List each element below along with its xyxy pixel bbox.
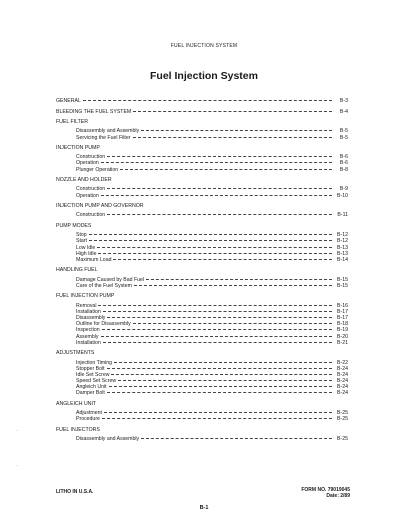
toc-entry-label: Damage Caused by Bad Fuel (76, 276, 145, 283)
toc-entry-label: Operation (76, 192, 99, 199)
toc-entry-label: Care of the Fuel System (76, 282, 132, 289)
toc-entry-label: Plunger Operation (76, 166, 119, 173)
toc-entry-label: Damper Bolt (76, 390, 105, 397)
toc-entry-page: B-24 (337, 371, 348, 378)
toc-entry-label: Operation (76, 160, 99, 167)
dot-leader (107, 317, 332, 318)
dot-leader (141, 130, 332, 131)
dot-leader (104, 412, 332, 413)
dot-leader (133, 323, 332, 324)
toc-entry-label: Procedure (76, 416, 100, 423)
toc-entry-label: Stopper Bolt (76, 365, 105, 372)
toc-entry-label: Removal (76, 302, 97, 309)
toc-entry (56, 283, 348, 289)
dot-leader (141, 438, 332, 439)
toc-section-heading: ADJUSTMENTS (56, 350, 95, 357)
toc-entry-page: B-14 (337, 256, 348, 263)
dot-leader (134, 285, 332, 286)
form-number: FORM NO. 79019045 (301, 487, 350, 493)
toc-entry-page: B-11 (337, 212, 348, 219)
dot-leader (133, 137, 333, 138)
toc-entry-label: Adjustment (76, 410, 102, 417)
toc-entry-label: Servicing the Fuel Filter (76, 134, 131, 141)
toc-section-heading: NOZZLE AND HOLDER (56, 177, 112, 184)
toc-entry (56, 416, 348, 422)
toc-entry-label: Idle Set Screw (76, 371, 110, 378)
toc-entry (56, 212, 348, 218)
toc-entry-page: B-15 (337, 282, 348, 289)
toc-entry-page: B-24 (337, 378, 348, 385)
dot-leader (114, 362, 332, 363)
toc-entry-page: B-21 (337, 339, 348, 346)
toc-entry-label: GENERAL (56, 98, 81, 104)
dot-leader (107, 214, 332, 215)
dot-leader (120, 169, 332, 170)
toc-entry-page: B-24 (337, 365, 348, 372)
toc-entry-page: B-5 (339, 128, 348, 135)
toc-entry-label: BLEEDING THE FUEL SYSTEM (56, 108, 132, 115)
toc-entry (56, 340, 348, 346)
dot-leader (107, 188, 332, 189)
toc-entry-label: Angleich Unit (76, 384, 107, 391)
toc-entry-label: High Idle (76, 250, 97, 257)
dot-leader (102, 329, 332, 330)
dot-leader (103, 311, 332, 312)
toc-entry-page: B-18 (337, 321, 348, 328)
toc-entry-page: B-12 (337, 232, 348, 239)
dot-leader (83, 100, 332, 101)
dot-leader (98, 253, 332, 254)
toc-entry-label: Construction (76, 212, 106, 219)
dot-leader (97, 247, 332, 248)
toc-entry-page: B-25 (337, 410, 348, 417)
dot-leader (102, 418, 332, 419)
scan-speck (17, 465, 18, 466)
toc-entry-label: Installation (76, 308, 101, 315)
toc-section-heading: INJECTION PUMP AND GOVERNOR (56, 203, 144, 210)
dot-leader (109, 386, 332, 387)
toc-entry-page: B-4 (339, 108, 348, 115)
toc-entry-label: Speed Set Screw (76, 378, 117, 385)
toc-entry-page: B-6 (339, 154, 348, 161)
litho-note: LITHO IN U.S.A. (56, 489, 94, 495)
dot-leader (146, 279, 332, 280)
toc-entry-page: B-3 (339, 98, 348, 104)
table-of-contents (56, 98, 348, 442)
toc-entry-label: Disassembly and Assembly (76, 128, 140, 135)
toc-entry-page: B-17 (337, 308, 348, 315)
toc-entry-label: Installation (76, 339, 101, 346)
toc-entry-page: B-19 (337, 327, 348, 334)
toc-entry-label: Maximum Load (76, 256, 112, 263)
toc-entry-label: Construction (76, 154, 106, 161)
toc-section-heading: FUEL INJECTORS (56, 426, 100, 433)
toc-entry-page: B-12 (337, 238, 348, 245)
toc-entry-page: B-13 (337, 244, 348, 251)
toc-entry-page: B-17 (337, 315, 348, 321)
page-title: Fuel Injection System (150, 70, 258, 82)
toc-entry-page: B-13 (337, 250, 348, 257)
toc-entry-label: Inspection (76, 327, 100, 334)
toc-section-heading: INJECTION PUMP (56, 145, 100, 152)
toc-entry-page: B-8 (339, 166, 348, 173)
toc-entry-label: Stop (76, 232, 87, 239)
toc-entry-label: Construction (76, 186, 106, 193)
dot-leader (107, 368, 332, 369)
toc-section-heading: PUMP MODES (56, 222, 92, 229)
toc-section-heading: ANGLEICH UNIT (56, 401, 97, 408)
toc-entry (56, 109, 348, 115)
toc-entry-label: Assembly (76, 333, 99, 340)
page-number: B-1 (199, 505, 209, 511)
dot-leader (118, 380, 332, 381)
dot-leader (107, 156, 332, 157)
toc-entry-page: B-16 (337, 302, 348, 309)
toc-entry-page: B-20 (337, 333, 348, 340)
toc-entry (56, 167, 348, 173)
toc-entry-page: B-24 (337, 390, 348, 397)
toc-entry-label: Outline for Disassembly (76, 321, 131, 328)
dot-leader (89, 240, 332, 241)
toc-entry-page: B-5 (339, 134, 348, 141)
toc-entry (56, 98, 348, 104)
dot-leader (107, 392, 332, 393)
toc-entry-page: B-24 (337, 384, 348, 391)
dot-leader (89, 234, 332, 235)
toc-section-heading: HANDLING FUEL (56, 267, 98, 274)
dot-leader (101, 195, 332, 196)
scan-speck (17, 430, 18, 431)
toc-section-heading: FUEL FILTER (56, 119, 88, 126)
toc-entry-page: B-9 (339, 186, 348, 193)
toc-entry (56, 436, 348, 442)
toc-section-heading: FUEL INJECTION PUMP (56, 293, 115, 300)
toc-entry-page: B-22 (337, 359, 348, 366)
running-head: FUEL INJECTION SYSTEM (170, 43, 238, 49)
toc-entry-label: Start (76, 238, 87, 245)
toc-entry (56, 390, 348, 396)
toc-entry-page: B-25 (337, 416, 348, 423)
toc-entry (56, 193, 348, 199)
toc-entry-page: B-15 (337, 276, 348, 283)
toc-entry-page: B-6 (339, 160, 348, 167)
dot-leader (98, 305, 332, 306)
toc-entry (56, 257, 348, 263)
toc-entry-label: Low Idle (76, 244, 96, 251)
toc-entry-label: Disassembly and Assembly (76, 436, 140, 443)
toc-entry-page: B-10 (337, 192, 348, 199)
dot-leader (103, 342, 332, 343)
dot-leader (133, 111, 332, 112)
toc-entry-label: Disassembly (76, 315, 106, 321)
toc-entry-label: Injection Timing (76, 359, 113, 366)
form-date: Date: 2/89 (326, 493, 350, 499)
toc-entry (56, 135, 348, 141)
dot-leader (113, 259, 332, 260)
form-info (301, 487, 350, 499)
dot-leader (101, 336, 333, 337)
dot-leader (111, 374, 332, 375)
dot-leader (101, 162, 332, 163)
toc-entry-page: B-25 (337, 436, 348, 443)
